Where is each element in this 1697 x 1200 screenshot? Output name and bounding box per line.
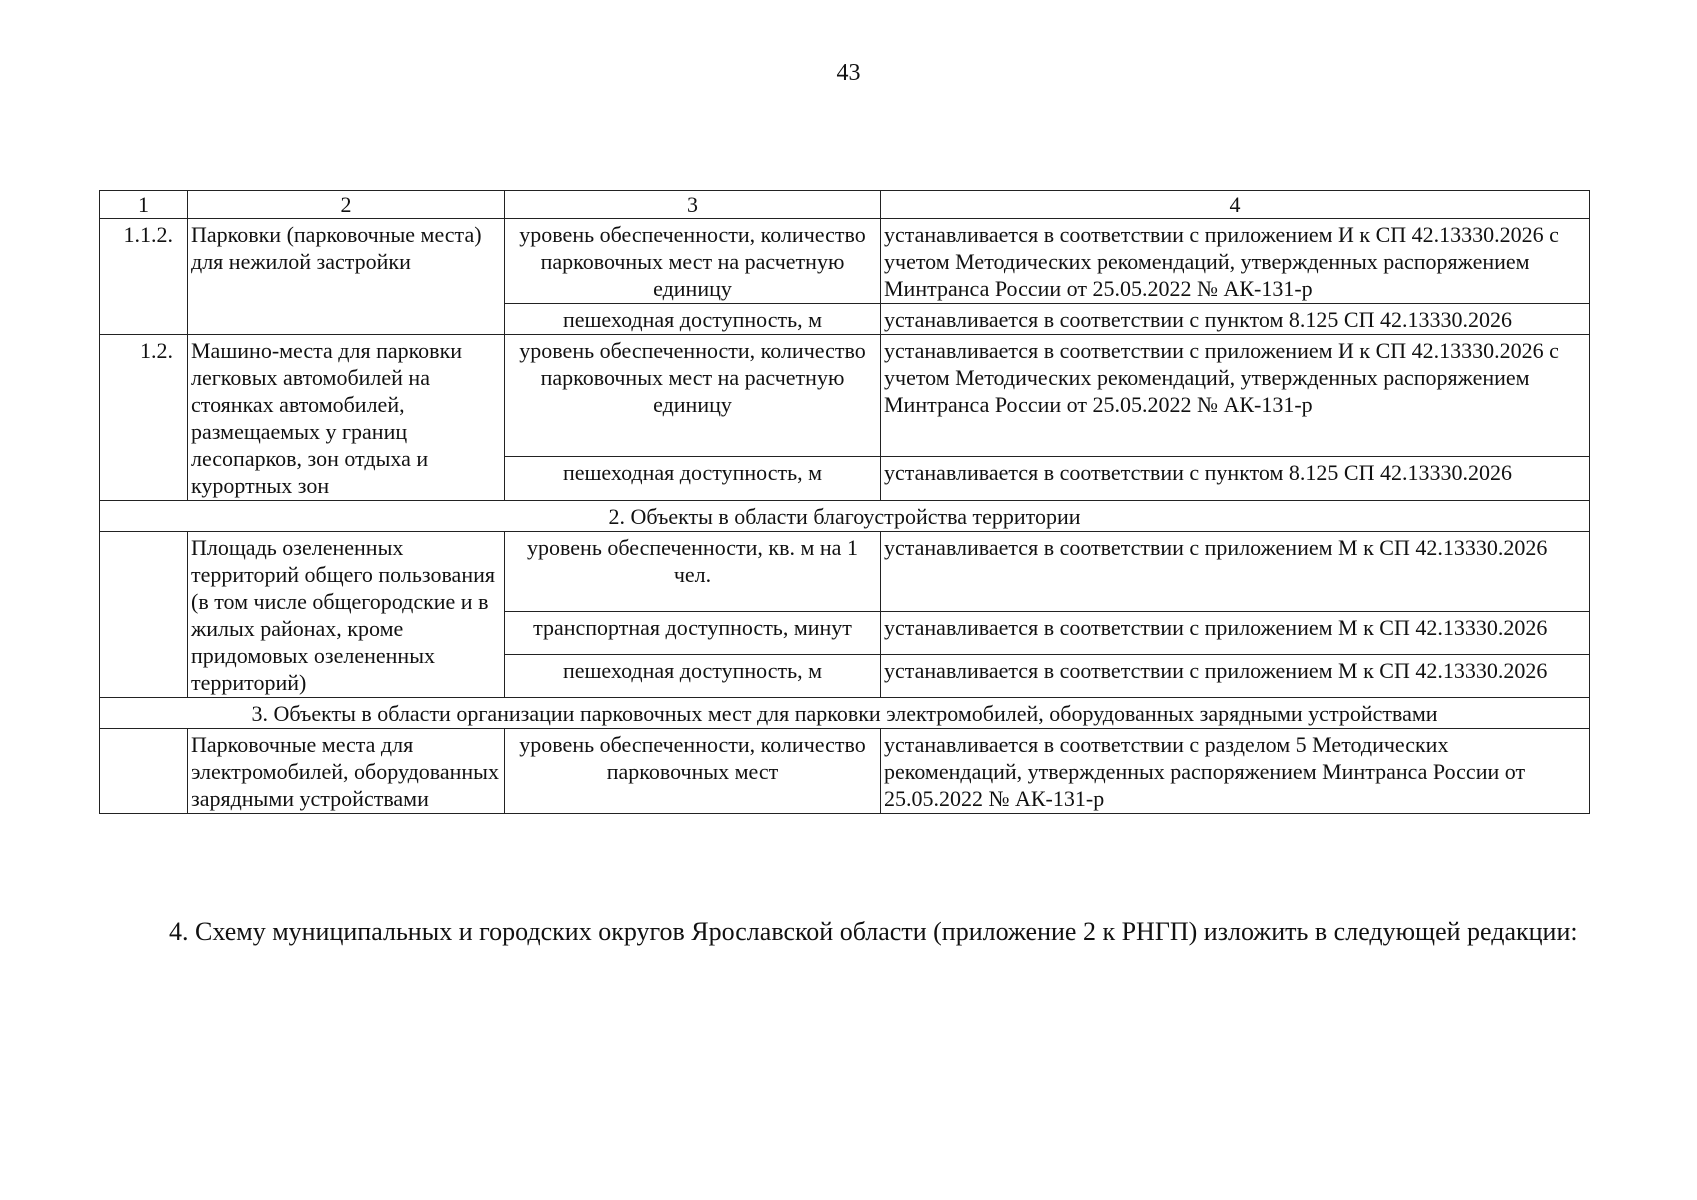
section-title: 3. Объекты в области организации парковочных мест для парковки электромобилей, оборудованных зарядными устройствами xyxy=(100,698,1590,729)
indicator: пешеходная доступность, м xyxy=(505,304,881,335)
norms-table xyxy=(99,190,1590,814)
object-name: Машино-места для парковки легковых автомобилей на стоянках автомобилей, размещаемых у границ лесопарков, зон отдыха и курортных зон xyxy=(188,335,505,501)
body-paragraph: 4. Схему муниципальных и городских округов Ярославской области (приложение 2 к РНГП) изложить в следующей редакции: xyxy=(169,917,1578,946)
row-number xyxy=(100,532,188,698)
indicator-value: устанавливается в соответствии с приложением И к СП 42.13330.2026 с учетом Методических рекомендаций, утвержденных распоряжением Минтранса России от 25.05.2022 № АК-131-р xyxy=(881,335,1590,457)
section-row xyxy=(100,501,1590,532)
object-name: Парковки (парковочные места) для нежилой застройки xyxy=(188,219,505,335)
table-row xyxy=(100,335,1590,457)
table-header-row xyxy=(100,191,1590,219)
row-number xyxy=(100,729,188,814)
indicator: уровень обеспеченности, кв. м на 1 чел. xyxy=(505,532,881,612)
indicator-value: устанавливается в соответствии с приложением М к СП 42.13330.2026 xyxy=(881,612,1590,655)
header-cell: 4 xyxy=(881,191,1590,219)
table-row xyxy=(100,729,1590,814)
indicator: уровень обеспеченности, количество парковочных мест на расчетную единицу xyxy=(505,219,881,304)
header-cell: 3 xyxy=(505,191,881,219)
indicator-value: устанавливается в соответствии с приложением И к СП 42.13330.2026 с учетом Методических рекомендаций, утвержденных распоряжением Минтранса России от 25.05.2022 № АК-131-р xyxy=(881,219,1590,304)
page-number: 43 xyxy=(836,60,861,86)
section-row xyxy=(100,698,1590,729)
section-title: 2. Объекты в области благоустройства территории xyxy=(100,501,1590,532)
indicator-value: устанавливается в соответствии с пунктом 8.125 СП 42.13330.2026 xyxy=(881,456,1590,500)
table-row xyxy=(100,532,1590,612)
row-number: 1.1.2. xyxy=(100,219,188,335)
indicator: уровень обеспеченности, количество парковочных мест на расчетную единицу xyxy=(505,335,881,457)
indicator: транспортная доступность, минут xyxy=(505,612,881,655)
header-cell: 2 xyxy=(188,191,505,219)
indicator-value: устанавливается в соответствии с приложением М к СП 42.13330.2026 xyxy=(881,532,1590,612)
object-name: Парковочные места для электромобилей, оборудованных зарядными устройствами xyxy=(188,729,505,814)
object-name: Площадь озелененных территорий общего пользования (в том числе общегородские и в жилых районах, кроме придомовых озелененных территорий) xyxy=(188,532,505,698)
header-cell: 1 xyxy=(100,191,188,219)
table-row xyxy=(100,219,1590,304)
indicator: пешеходная доступность, м xyxy=(505,456,881,500)
indicator-value: устанавливается в соответствии с приложением М к СП 42.13330.2026 xyxy=(881,655,1590,698)
row-number: 1.2. xyxy=(100,335,188,501)
indicator: уровень обеспеченности, количество парковочных мест xyxy=(505,729,881,814)
indicator-value: устанавливается в соответствии с разделом 5 Методических рекомендаций, утвержденных распоряжением Минтранса России от 25.05.2022 № АК-131-р xyxy=(881,729,1590,814)
indicator-value: устанавливается в соответствии с пунктом 8.125 СП 42.13330.2026 xyxy=(881,304,1590,335)
indicator: пешеходная доступность, м xyxy=(505,655,881,698)
